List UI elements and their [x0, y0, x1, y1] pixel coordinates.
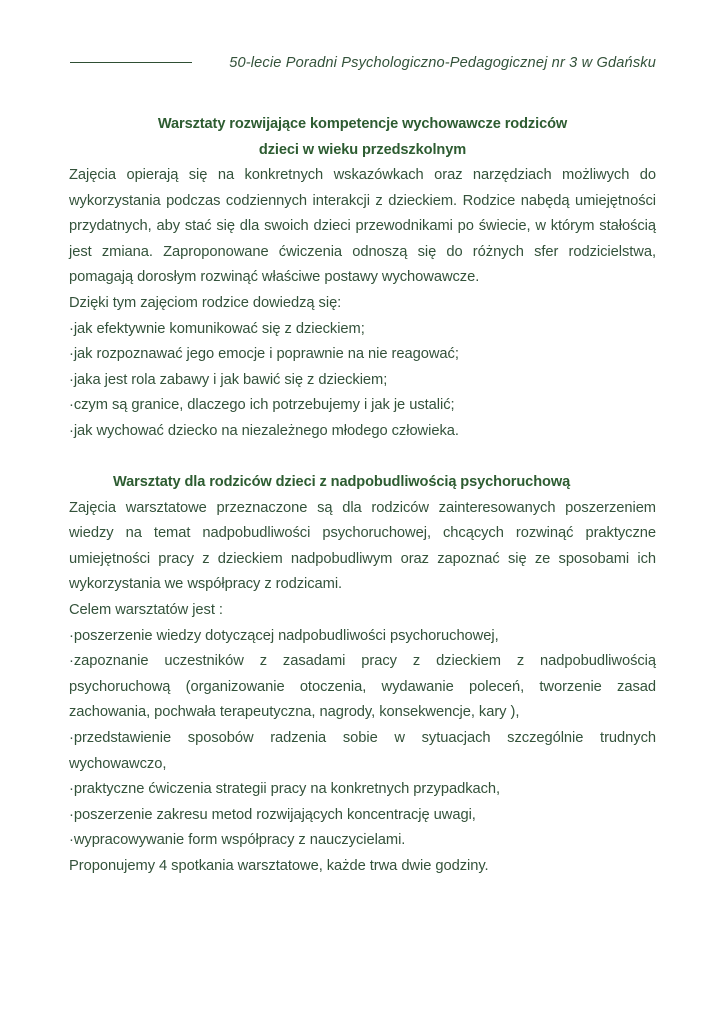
section-divider-spacer: [69, 445, 656, 471]
section-2-intro-paragraph: Zajęcia warsztatowe przeznaczone są dla rodziców zainteresowanych poszerzeniem wiedzy na temat nadpobudliwości psychoruchowej, chcących rozwinąć praktyczne umiejętności pracy z dzieckiem nadpobudliwym oraz zapoznać się ze sposobami ich wykorzystania we współpracy z rodzicami.: [69, 499, 656, 593]
list-item: ·jak efektywnie komunikować się z dzieckiem;: [69, 320, 365, 337]
list-item: ·praktyczne ćwiczenia strategii pracy na konkretnych przypadkach,: [69, 781, 501, 798]
list-item: ·czym są granice, dlaczego ich potrzebujemy i jak je ustalić;: [69, 397, 455, 414]
header-title: 50-lecie Poradni Psychologiczno-Pedagogicznej nr 3 w Gdańsku: [229, 54, 656, 71]
list-item: ·zapoznanie uczestników z zasadami pracy z dzieckiem z nadpobudliwością psychoruchową (organizowanie otoczenia, wydawanie poleceń, tworzenie zasad zachowania, pochwała terapeutyczna, nagrody, konsekwencje, kary ),: [69, 653, 656, 721]
list-item: ·jak rozpoznawać jego emocje i poprawnie na nie reagować;: [69, 346, 459, 363]
section-1-intro-paragraph: Zajęcia opierają się na konkretnych wskazówkach oraz narzędziach możliwych do wykorzystania podczas codziennych interakcji z dzieckiem. Rodzice nabędą umiejętności przydatnych, aby stać się dla swoich dzieci przewodnikami po świecie, w którym stałością jest zmiana. Zaproponowane ćwiczenia odnoszą się do różnych sfer rodzicielstwa, pomagają dorosłym rozwinąć właściwe postawy wychowawcze.: [69, 167, 656, 286]
section-2-list-lead: Celem warsztatów jest :: [69, 602, 223, 618]
document-body: [69, 112, 656, 880]
section-2-title: [69, 470, 656, 496]
list-item: ·poszerzenie zakresu metod rozwijających koncentrację uwagi,: [69, 806, 476, 823]
section-2-list: [69, 624, 656, 854]
list-item: ·jak wychować dziecko na niezależnego młodego człowieka.: [69, 422, 459, 439]
section-2-closing-paragraph: Proponujemy 4 spotkania warsztatowe, każde trwa dwie godziny.: [69, 857, 489, 874]
document-header: [0, 46, 724, 80]
section-1-list: [69, 317, 656, 445]
section-1-title: [69, 112, 656, 163]
section-1-list-lead: Dzięki tym zajęciom rodzice dowiedzą się:: [69, 294, 342, 311]
list-item: ·jaka jest rola zabawy i jak bawić się z dzieckiem;: [69, 371, 388, 388]
section-1-title-line-2: dzieci w wieku przedszkolnym: [258, 141, 467, 158]
list-item: ·przedstawienie sposobów radzenia sobie w sytuacjach szczególnie trudnych wychowawczo,: [69, 729, 656, 772]
list-item: ·poszerzenie wiedzy dotyczącej nadpobudliwości psychoruchowej,: [69, 627, 499, 644]
section-1-title-line-1: Warsztaty rozwijające kompetencje wychowawcze rodziców: [157, 116, 568, 132]
list-item: ·wypracowywanie form współpracy z nauczycielami.: [69, 832, 406, 849]
section-2-title-line-1: Warsztaty dla rodziców dzieci z nadpobudliwością psychoruchową: [113, 474, 571, 491]
